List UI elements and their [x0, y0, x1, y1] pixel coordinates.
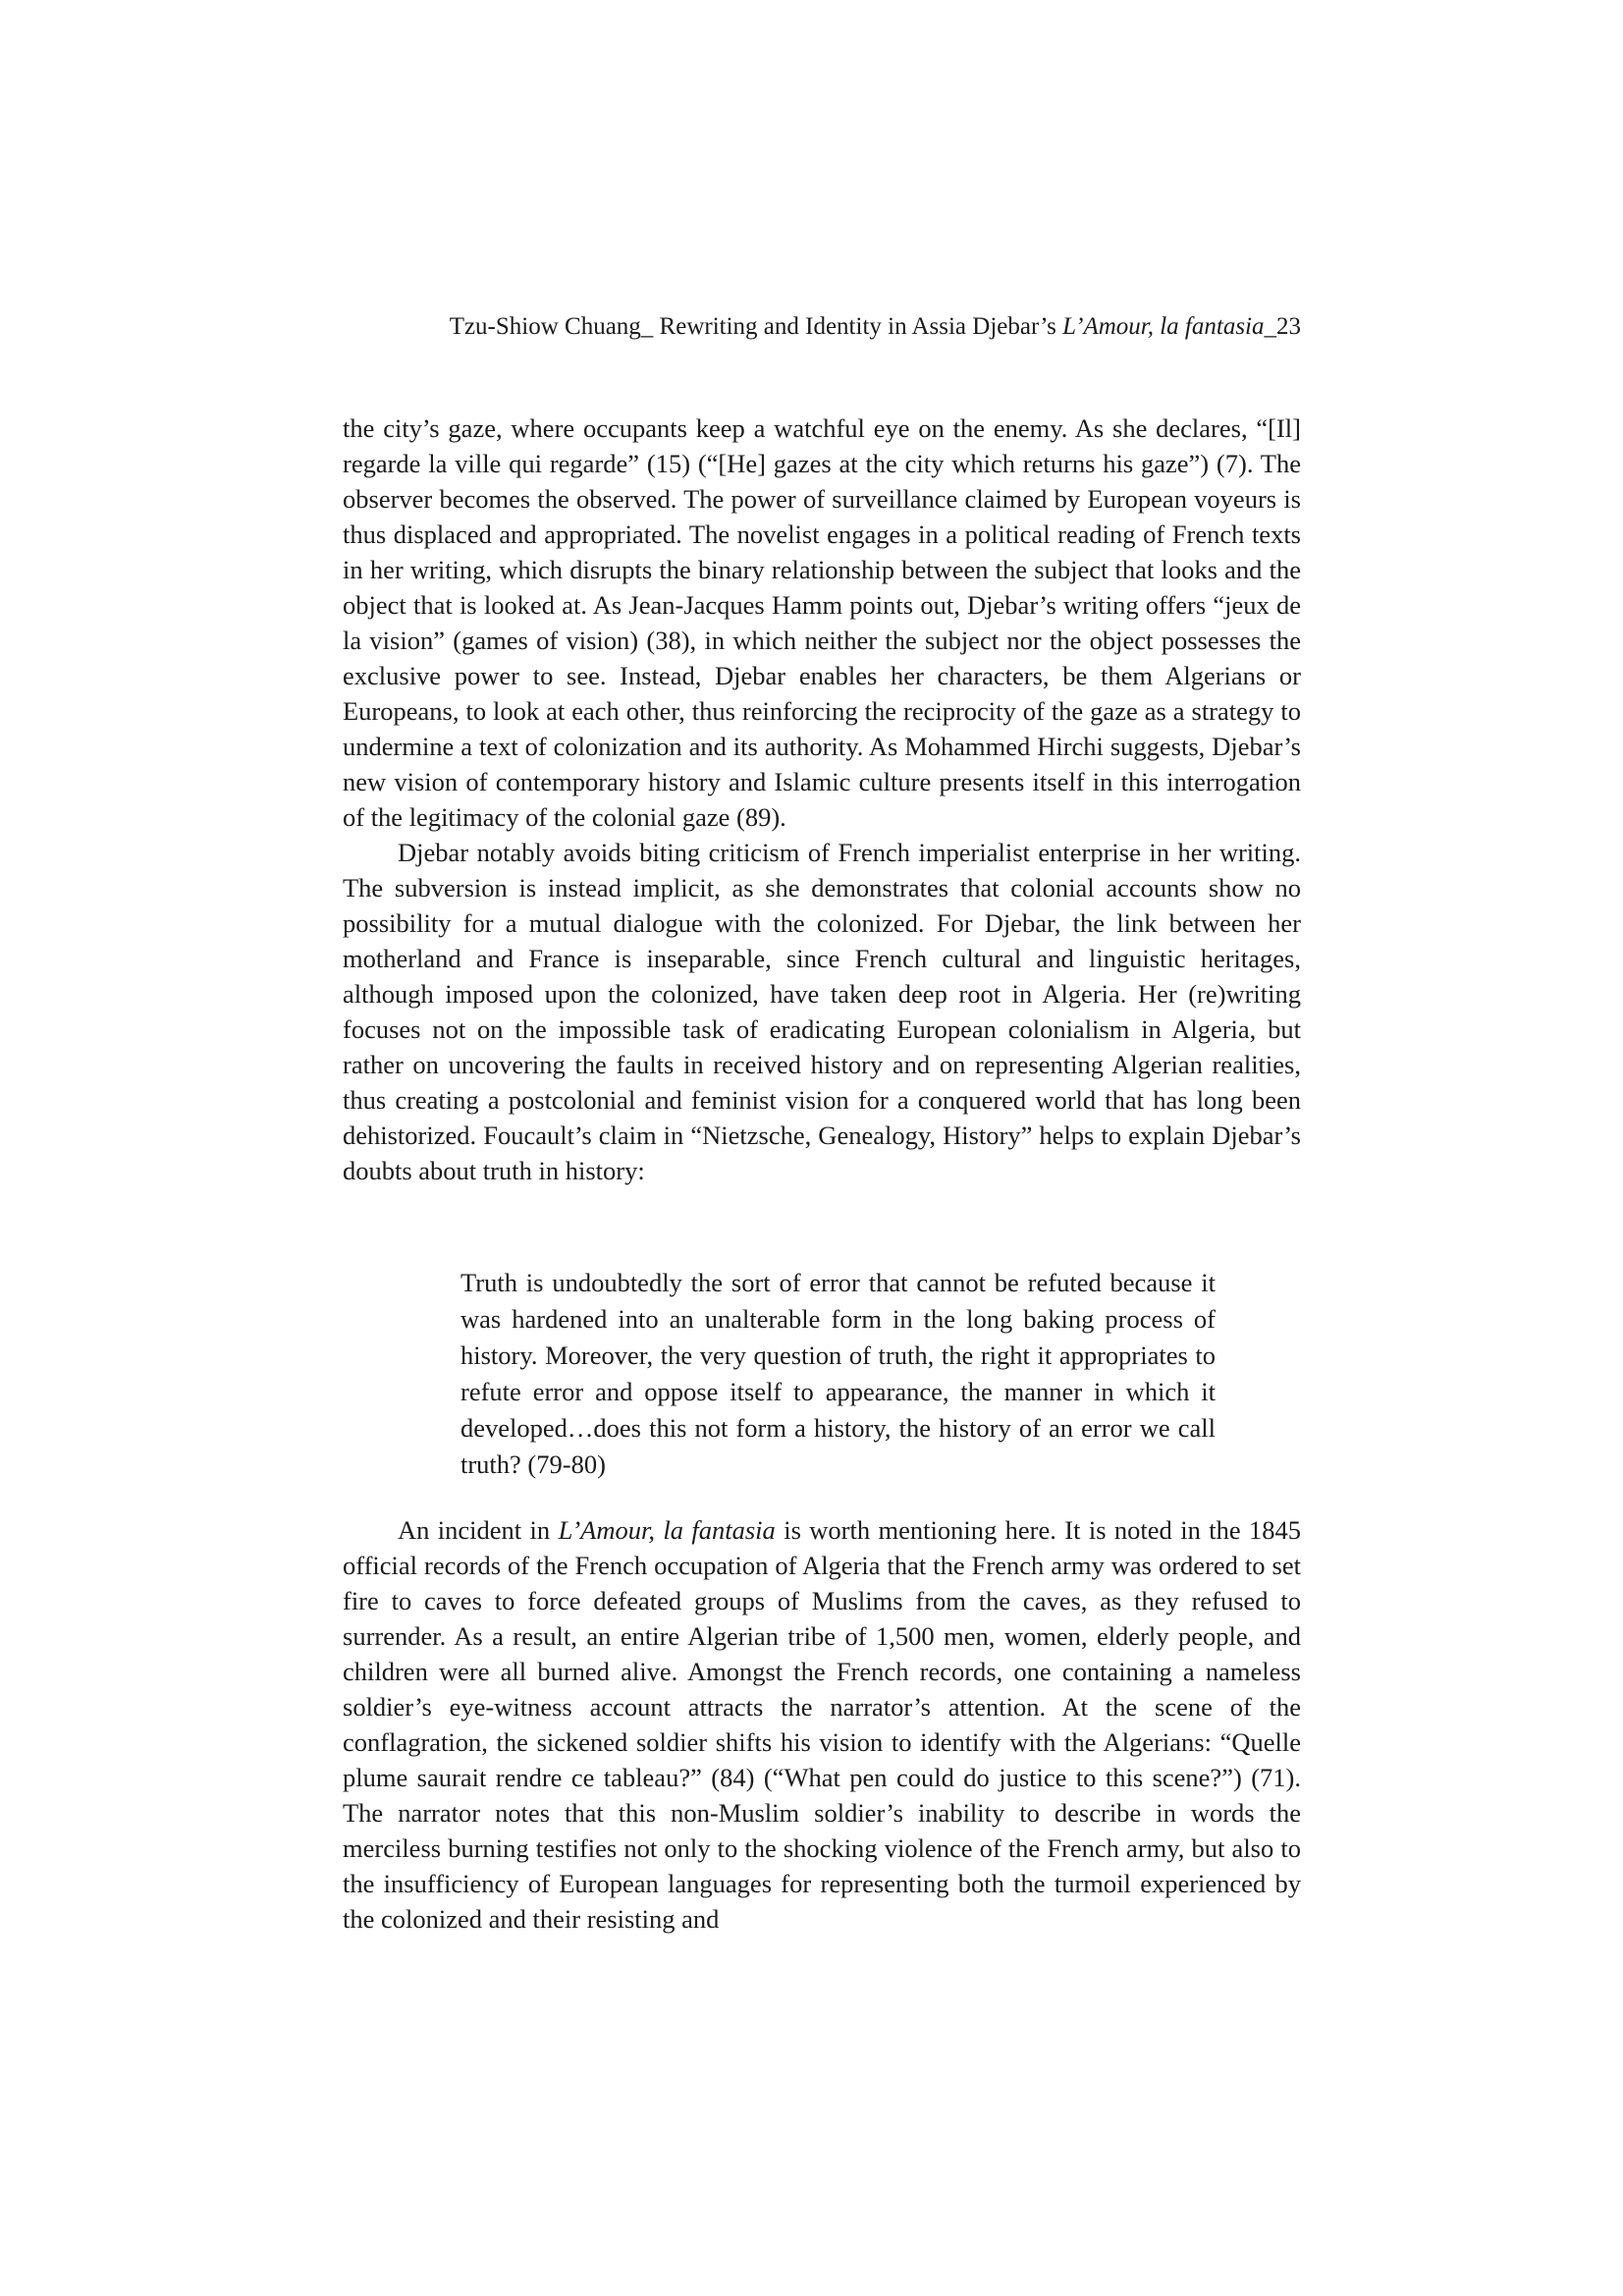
block-quote: [460, 1265, 1216, 1483]
paragraph-3: [343, 1512, 1301, 1937]
paragraph-3-lead: An incident in: [398, 1515, 559, 1545]
paragraph-3-title: L’Amour, la fantasia: [558, 1515, 776, 1545]
header-author-title: Tzu-Shiow Chuang_ Rewriting and Identity in Assia Djebar’s: [449, 313, 1063, 340]
body-text-bottom: [343, 1512, 1301, 1937]
paragraph-1: the city’s gaze, where occupants keep a watchful eye on the enemy. As she declares, “[Il] regarde la ville qui regarde” (15) (“[He] gazes at the city which returns his gaze”) (7). The observer becomes the observed. The power of surveillance claimed by European voyeurs is thus displaced and appropriated. The novelist engages in a political reading of French texts in her writing, which disrupts the binary relationship between the subject that looks and the object that is looked at. As Jean-Jacques Hamm points out, Djebar’s writing offers “jeux de la vision” (games of vision) (38), in which neither the subject nor the object possesses the exclusive power to see. Instead, Djebar enables her characters, be them Algerians or Europeans, to look at each other, thus reinforcing the reciprocity of the gaze as a strategy to undermine a text of colonization and its authority. As Mohammed Hirchi suggests, Djebar’s new vision of contemporary history and Islamic culture presents itself in this interrogation of the legitimacy of the colonial gaze (89).: [343, 413, 1301, 832]
paragraph-3-rest: is worth mentioning here. It is noted in the 1845 official records of the French occupation of Algeria that the French army was ordered to set fire to caves to force defeated groups of Muslims from the caves, as they refused to surrender. As a result, an entire Algerian tribe of 1,500 men, women, elderly people, and children were all burned alive. Amongst the French records, one containing a nameless soldier’s eye-witness account attracts the narrator’s attention. At the scene of the conflagration, the sickened soldier shifts his vision to identify with the Algerians: “Quelle plume saurait rendre ce tableau?” (84) (“What pen could do justice to this scene?”) (71). The narrator notes that this non-Muslim soldier’s inability to describe in words the merciless burning testifies not only to the shocking violence of the French army, but also to the insufficiency of European languages for representing both the turmoil experienced by the colonized and their resisting and: [343, 1515, 1301, 1934]
paragraph-2: Djebar notably avoids biting criticism of French imperialist enterprise in her writing. The subversion is instead implicit, as she demonstrates that colonial accounts show no possibility for a mutual dialogue with the colonized. For Djebar, the link between her motherland and France is inseparable, since French cultural and linguistic heritages, although imposed upon the colonized, have taken deep root in Algeria. Her (re)writing focuses not on the impossible task of eradicating European colonialism in Algeria, but rather on uncovering the faults in received history and on representing Algerian realities, thus creating a postcolonial and feminist vision for a conquered world that has long been dehistorized. Foucault’s claim in “Nietzsche, Genealogy, History” helps to explain Djebar’s doubts about truth in history:: [343, 838, 1301, 1185]
running-header: [450, 312, 1301, 342]
quote-text: Truth is undoubtedly the sort of error that cannot be refuted because it was hardened into an unalterable form in the long baking process of history. Moreover, the very question of truth, the right it appropriates to refute error and oppose itself to appearance, the manner in which it developed…does this not form a history, the history of an error we call truth? (79-80): [460, 1268, 1216, 1479]
header-page-number: _23: [1264, 313, 1301, 340]
body-text-top: [343, 410, 1301, 1188]
header-work-title: L’Amour, la fantasia: [1062, 313, 1265, 340]
